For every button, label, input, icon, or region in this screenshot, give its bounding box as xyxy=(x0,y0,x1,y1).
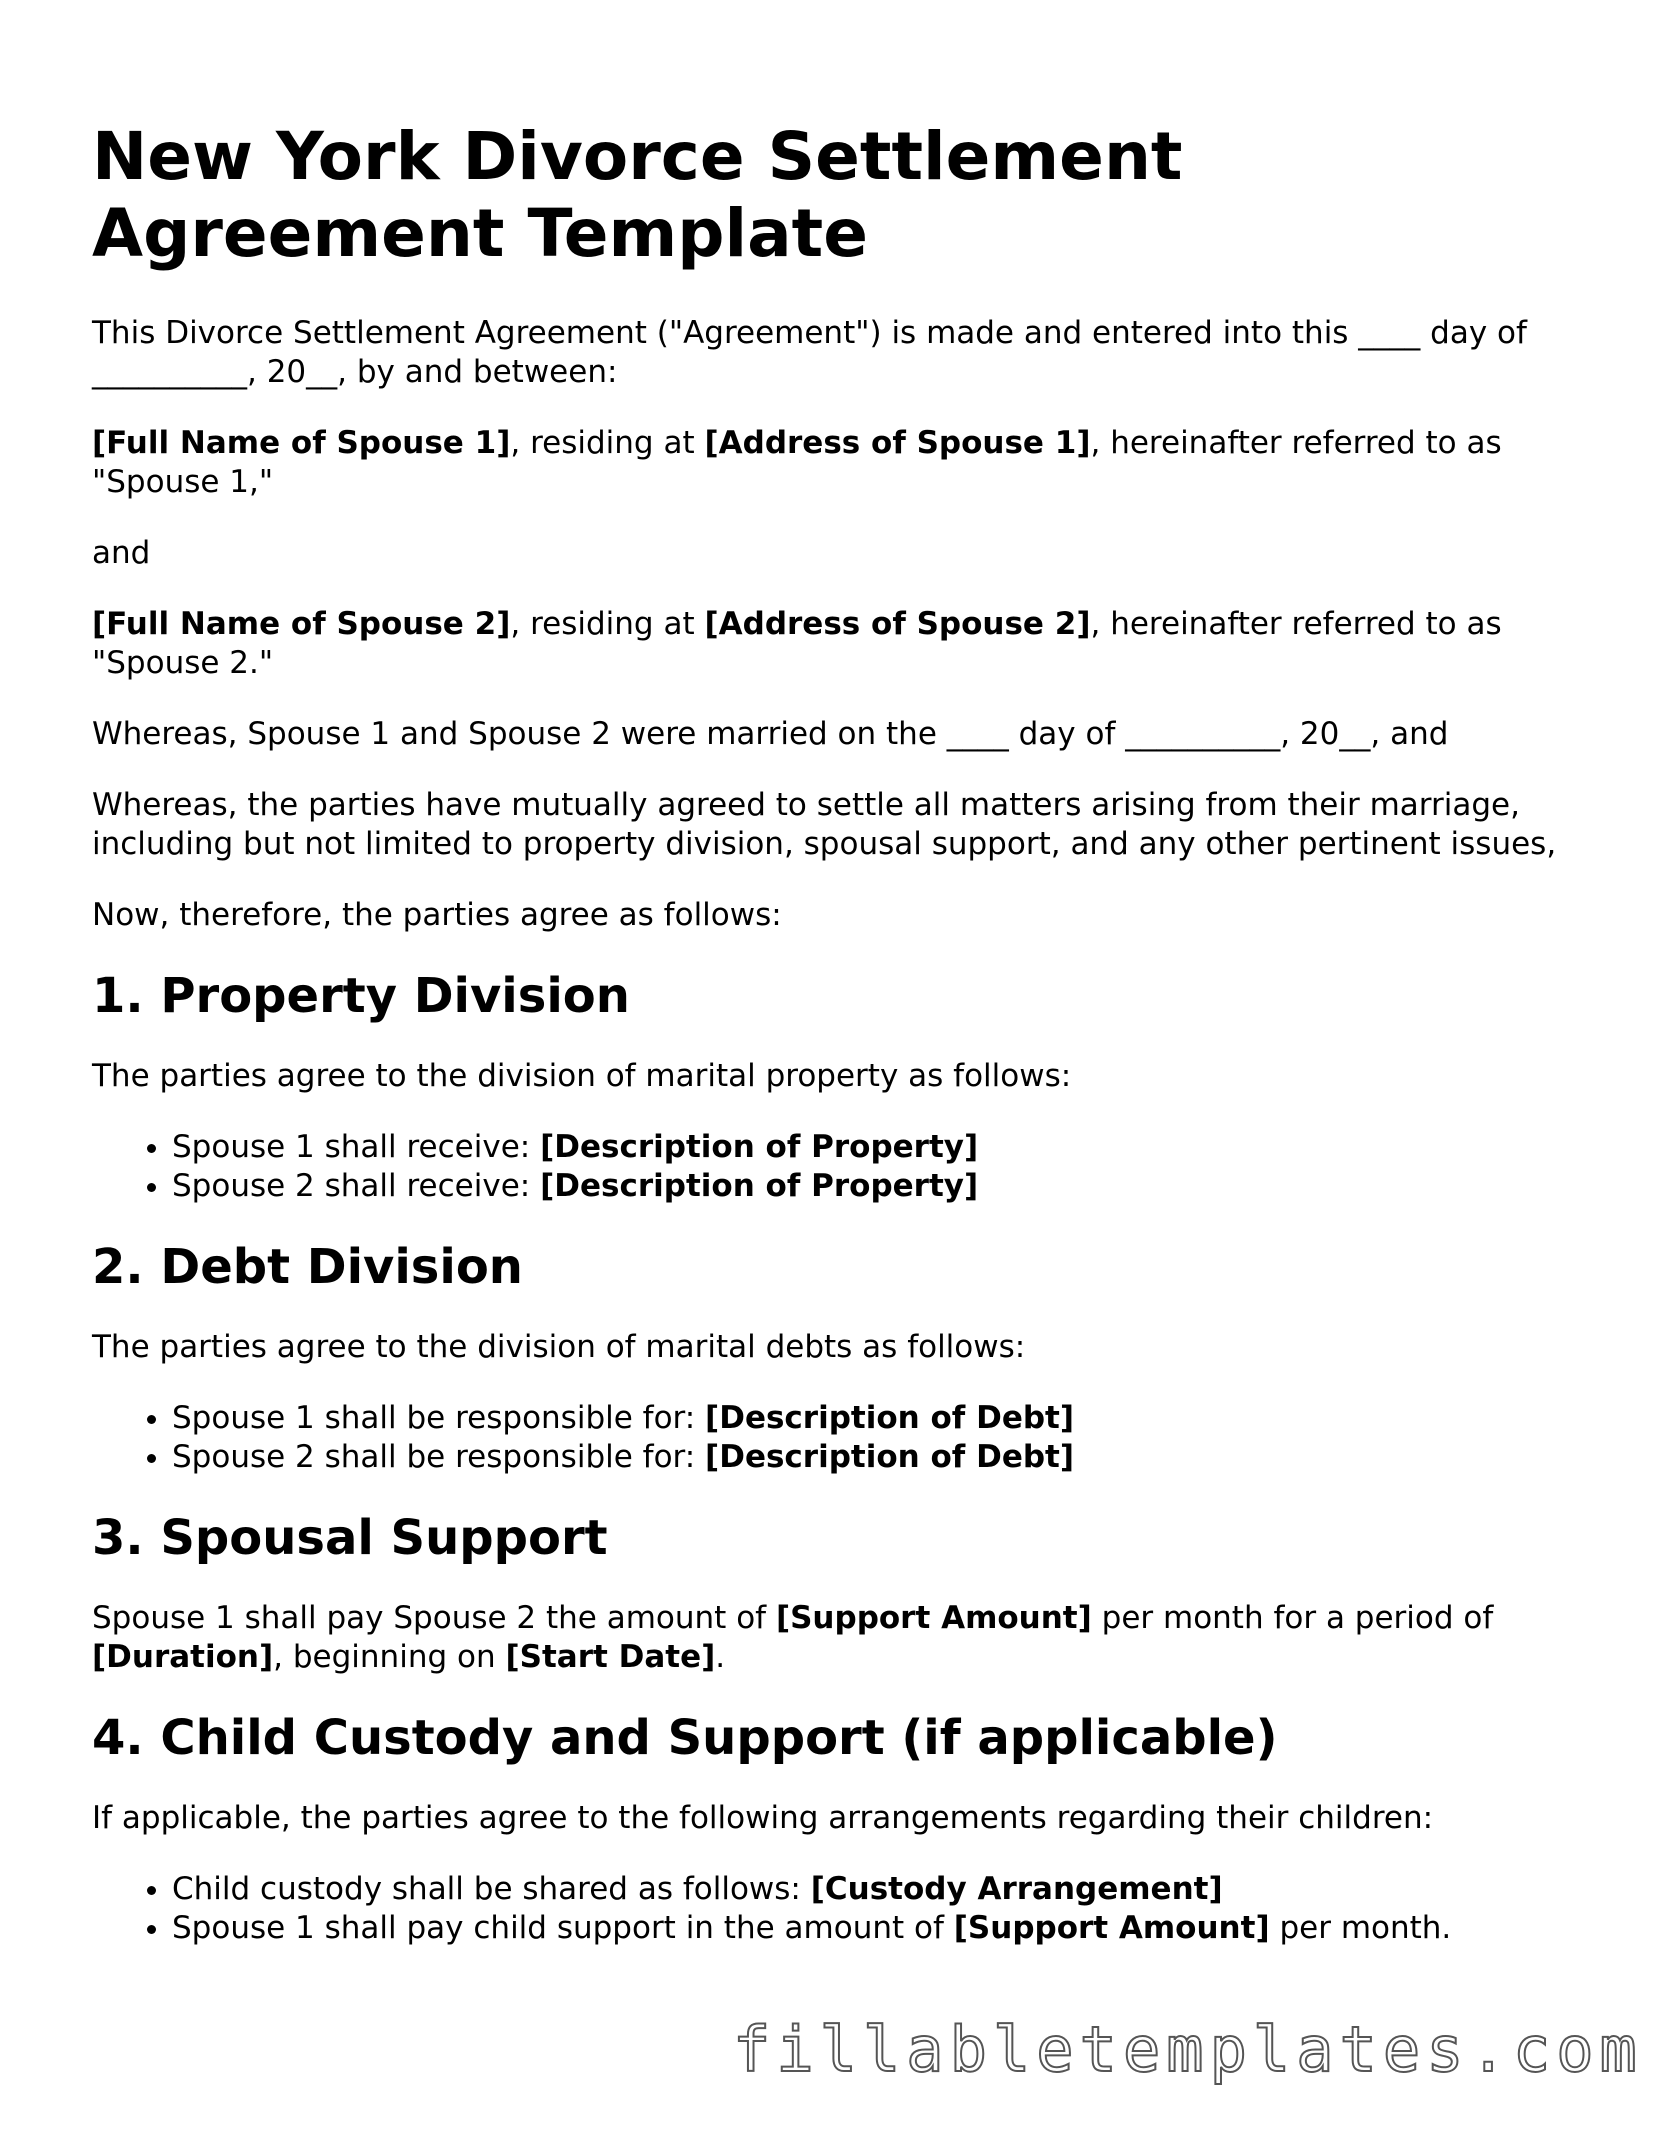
spousal-support-heading: 3. Spousal Support xyxy=(92,1510,608,1566)
spouse-2-name-placeholder: [Full Name of Spouse 2] xyxy=(92,606,511,642)
list-item xyxy=(172,1438,1572,1477)
document-page xyxy=(92,118,1572,1980)
child-custody-heading: 4. Child Custody and Support (if applicable) xyxy=(92,1710,1278,1766)
property-division-list xyxy=(92,1128,1572,1206)
list-item-label: Spouse 1 shall pay child support in the amount of xyxy=(172,1910,954,1946)
support-text: per month for a period of xyxy=(1091,1600,1494,1636)
support-text: Spouse 1 shall pay Spouse 2 the amount of xyxy=(92,1600,776,1636)
property-placeholder: [Description of Property] xyxy=(540,1168,979,1204)
support-amount-placeholder: [Support Amount] xyxy=(775,1600,1092,1636)
list-item xyxy=(172,1167,1572,1206)
list-item-label: Child custody shall be shared as follows: xyxy=(172,1871,811,1907)
opening-paragraph: This Divorce Settlement Agreement ("Agreement") is made and entered into this ____ day of __________, 20__, by and between: xyxy=(92,315,1527,390)
spouse-2-address-placeholder: [Address of Spouse 2] xyxy=(704,606,1091,642)
spouse-2-suffix-text: , hereinafter referred to as "Spouse 2." xyxy=(92,606,1502,681)
spouse-2-paragraph xyxy=(92,605,1572,683)
debt-division-heading: 2. Debt Division xyxy=(92,1239,523,1295)
spouse-1-suffix-text: , hereinafter referred to as "Spouse 1," xyxy=(92,425,1502,500)
spouse-1-address-placeholder: [Address of Spouse 1] xyxy=(704,425,1091,461)
child-support-amount-placeholder: [Support Amount] xyxy=(953,1910,1270,1946)
debt-placeholder: [Description of Debt] xyxy=(705,1439,1075,1475)
whereas-settle-paragraph: Whereas, the parties have mutually agreed to settle all matters arising from their marriage, including but not limited to property division, spousal support, and any other pertinent issues, xyxy=(92,787,1557,862)
and-text: and xyxy=(92,535,151,571)
support-text: , beginning on xyxy=(273,1639,506,1675)
list-item xyxy=(172,1870,1572,1909)
debt-division-list xyxy=(92,1399,1572,1477)
list-item-label: Spouse 2 shall be responsible for: xyxy=(172,1439,706,1475)
spousal-support-paragraph xyxy=(92,1599,1572,1677)
spouse-1-paragraph xyxy=(92,424,1572,502)
list-item xyxy=(172,1399,1572,1438)
duration-placeholder: [Duration] xyxy=(92,1639,274,1675)
spouse-1-residing-text: , residing at xyxy=(510,425,705,461)
child-custody-list xyxy=(92,1870,1572,1948)
list-item-label: Spouse 1 shall be responsible for: xyxy=(172,1400,706,1436)
start-date-placeholder: [Start Date] xyxy=(505,1639,716,1675)
property-division-heading: 1. Property Division xyxy=(92,968,630,1024)
list-item xyxy=(172,1128,1572,1167)
now-therefore-paragraph: Now, therefore, the parties agree as follows: xyxy=(92,897,782,933)
page-title: New York Divorce Settlement Agreement Template xyxy=(92,118,1183,272)
list-item xyxy=(172,1909,1572,1948)
property-placeholder: [Description of Property] xyxy=(540,1129,979,1165)
spouse-2-residing-text: , residing at xyxy=(510,606,705,642)
support-text: . xyxy=(715,1639,726,1675)
debt-placeholder: [Description of Debt] xyxy=(705,1400,1075,1436)
list-item-label: Spouse 1 shall receive: xyxy=(172,1129,541,1165)
spouse-1-name-placeholder: [Full Name of Spouse 1] xyxy=(92,425,511,461)
debt-division-intro: The parties agree to the division of marital debts as follows: xyxy=(92,1329,1026,1365)
list-item-label: Spouse 2 shall receive: xyxy=(172,1168,541,1204)
property-division-intro: The parties agree to the division of marital property as follows: xyxy=(92,1058,1072,1094)
custody-arrangement-placeholder: [Custody Arrangement] xyxy=(810,1871,1223,1907)
list-item-suffix: per month. xyxy=(1269,1910,1452,1946)
whereas-married-paragraph: Whereas, Spouse 1 and Spouse 2 were married on the ____ day of __________, 20__, and xyxy=(92,716,1449,752)
watermark: fillabletemplates.com xyxy=(733,2013,1643,2086)
child-custody-intro: If applicable, the parties agree to the following arrangements regarding their children: xyxy=(92,1800,1434,1836)
